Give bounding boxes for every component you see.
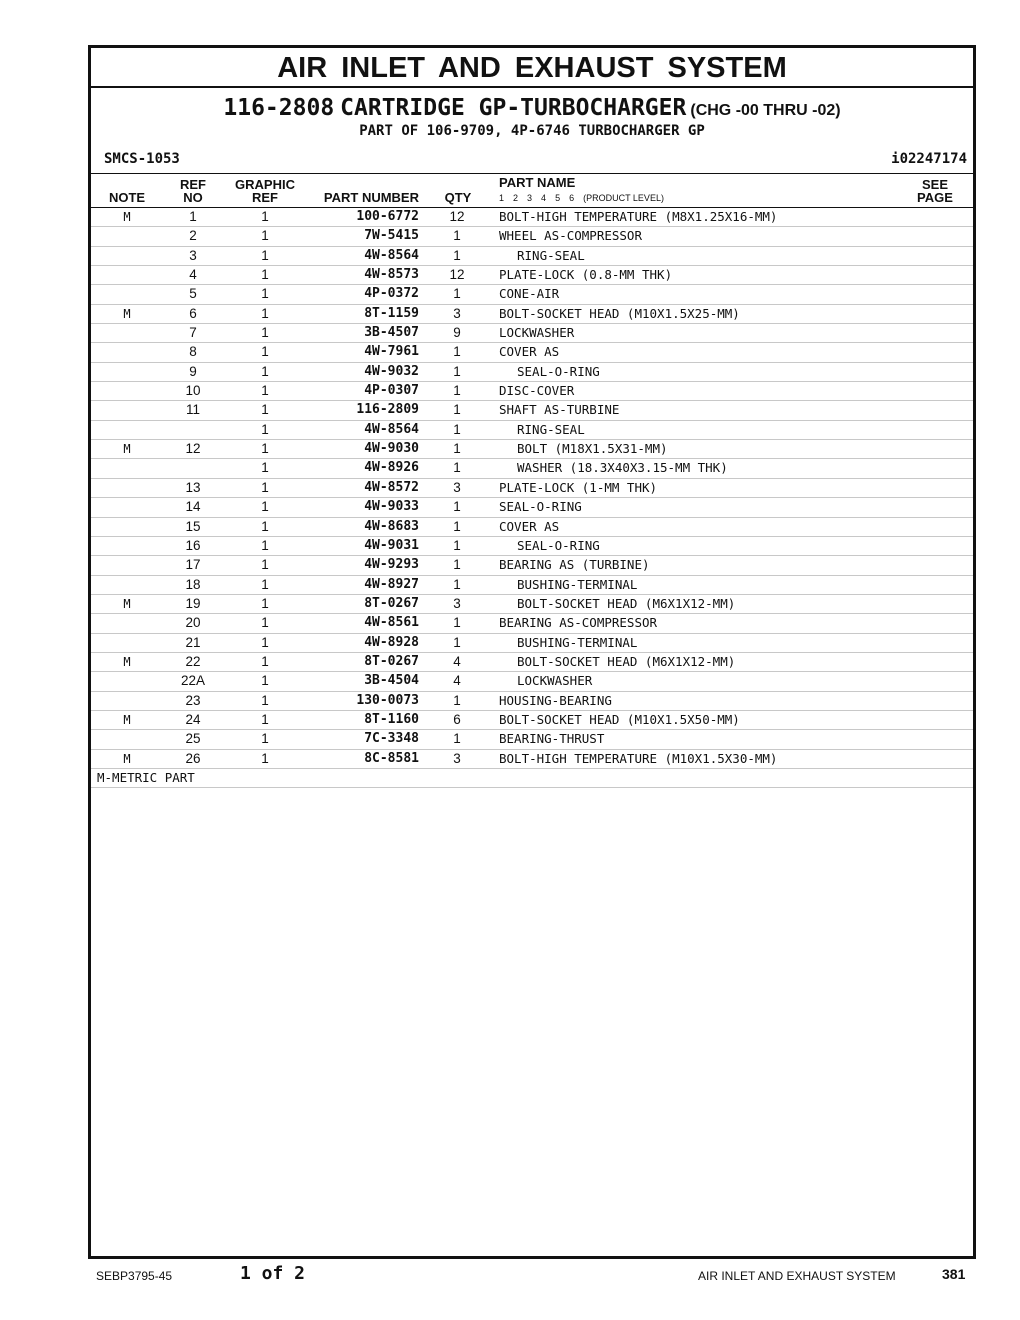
table-row xyxy=(91,459,973,478)
table-row xyxy=(91,730,973,749)
cell-part-number: 4W-8561 xyxy=(364,615,419,631)
cell-graphic-ref: 1 xyxy=(261,634,269,650)
cell-part-number: 4W-7961 xyxy=(364,344,419,360)
cell-graphic-ref: 1 xyxy=(261,595,269,611)
cell-graphic-ref: 1 xyxy=(261,576,269,592)
cell-ref-no: 13 xyxy=(185,479,201,495)
cell-ref-no: 11 xyxy=(185,402,200,418)
cell-qty: 1 xyxy=(453,344,461,360)
cell-part-number: 8C-8581 xyxy=(364,750,419,766)
cell-note: M xyxy=(123,596,131,611)
cell-graphic-ref: 1 xyxy=(261,344,269,360)
cell-part-name: HOUSING-BEARING xyxy=(499,692,612,708)
cell-part-number: 116-2809 xyxy=(356,402,419,418)
cell-part-number: 100-6772 xyxy=(356,209,419,224)
cell-graphic-ref: 1 xyxy=(261,711,269,727)
cell-ref-no: 3 xyxy=(189,247,197,263)
table-row xyxy=(91,343,973,362)
cell-part-number: 4P-0372 xyxy=(364,286,419,302)
cell-graphic-ref: 1 xyxy=(261,537,269,553)
table-row xyxy=(91,692,973,711)
cell-part-number: 4W-8926 xyxy=(364,460,419,476)
cell-graphic-ref: 1 xyxy=(261,479,269,495)
cell-qty: 1 xyxy=(453,402,461,418)
product-level-label: 2 xyxy=(513,193,519,203)
footer-page-of: 1 of 2 xyxy=(240,1263,306,1284)
cell-part-name: BUSHING-TERMINAL xyxy=(517,634,638,650)
footnote-metric: M-METRIC PART xyxy=(97,769,195,785)
product-level-label: 6 xyxy=(569,193,575,203)
cell-graphic-ref: 1 xyxy=(261,692,269,708)
cell-graphic-ref: 1 xyxy=(261,421,269,437)
cell-part-number: 8T-1160 xyxy=(364,711,419,727)
cell-part-name: PLATE-LOCK (1-MM THK) xyxy=(499,479,658,495)
cell-ref-no: 6 xyxy=(189,305,197,321)
cell-part-name: BOLT-SOCKET HEAD (M10X1.5X25-MM) xyxy=(499,305,740,321)
cell-note: M xyxy=(123,442,131,457)
footer-section: AIR INLET AND EXHAUST SYSTEM xyxy=(698,1269,896,1283)
cell-part-name: LOCKWASHER xyxy=(517,673,593,689)
cell-graphic-ref: 1 xyxy=(261,402,269,418)
cell-part-name: RING-SEAL xyxy=(517,247,585,263)
cell-qty: 1 xyxy=(453,557,461,573)
table-row xyxy=(91,614,973,633)
cell-part-number: 7C-3348 xyxy=(364,731,419,747)
cell-ref-no: 4 xyxy=(189,267,197,283)
product-level-label: (PRODUCT LEVEL) xyxy=(583,193,664,203)
cell-note: M xyxy=(123,654,131,669)
part-code: 116-2808 xyxy=(223,95,335,121)
cell-ref-no: 8 xyxy=(189,344,197,360)
cell-ref-no: 17 xyxy=(185,557,201,573)
table-row xyxy=(91,285,973,304)
subtitle xyxy=(91,95,973,121)
cell-qty: 1 xyxy=(453,499,461,515)
cell-part-name: DISC-COVER xyxy=(499,383,575,399)
cell-qty: 1 xyxy=(453,228,461,244)
cell-part-name: BEARING AS (TURBINE) xyxy=(499,557,650,573)
col-header-graphic-bottom: REF xyxy=(252,190,278,205)
cell-part-name: BEARING AS-COMPRESSOR xyxy=(499,615,658,631)
product-level-scale xyxy=(499,193,673,203)
cell-graphic-ref: 1 xyxy=(261,383,269,399)
col-header-qty: QTY xyxy=(444,190,472,205)
cell-part-name: SEAL-O-RING xyxy=(517,363,600,379)
col-header-see-bottom: PAGE xyxy=(917,190,953,205)
table-row xyxy=(91,247,973,266)
table-row xyxy=(91,498,973,517)
cell-qty: 1 xyxy=(453,634,461,650)
cell-graphic-ref: 1 xyxy=(261,209,269,224)
cell-qty: 3 xyxy=(453,750,461,766)
product-level-label: 3 xyxy=(527,193,533,203)
table-row xyxy=(91,382,973,401)
cell-ref-no: 22 xyxy=(185,653,201,669)
cell-qty: 1 xyxy=(453,286,461,302)
table-row xyxy=(91,440,973,459)
cell-graphic-ref: 1 xyxy=(261,286,269,302)
part-group-name: CARTRIDGE GP-TURBOCHARGER xyxy=(340,95,687,121)
cell-note: M xyxy=(123,210,131,224)
cell-graphic-ref: 1 xyxy=(261,750,269,766)
cell-qty: 4 xyxy=(453,673,461,689)
cell-part-name: BOLT-HIGH TEMPERATURE (M8X1.25X16-MM) xyxy=(499,209,778,224)
table-row xyxy=(91,634,973,653)
cell-ref-no: 10 xyxy=(185,383,201,399)
cell-qty: 1 xyxy=(453,692,461,708)
cell-part-name: BUSHING-TERMINAL xyxy=(517,576,638,592)
cell-part-name: BOLT (M18X1.5X31-MM) xyxy=(517,441,668,457)
cell-part-number: 3B-4504 xyxy=(364,673,419,689)
cell-ref-no: 21 xyxy=(185,634,201,650)
table-row xyxy=(91,750,973,769)
cell-part-number: 8T-0267 xyxy=(364,653,419,669)
cell-part-number: 4W-8928 xyxy=(364,634,419,650)
cell-graphic-ref: 1 xyxy=(261,228,269,244)
col-header-graphic-top: GRAPHIC xyxy=(235,177,295,192)
cell-part-name: WASHER (18.3X40X3.15-MM THK) xyxy=(517,460,728,476)
col-header-see-top: SEE xyxy=(921,177,948,192)
cell-ref-no: 23 xyxy=(185,692,201,708)
table-row xyxy=(91,518,973,537)
cell-part-name: BOLT-HIGH TEMPERATURE (M10X1.5X30-MM) xyxy=(499,750,778,766)
cell-qty: 1 xyxy=(453,518,461,534)
cell-qty: 3 xyxy=(453,595,461,611)
cell-part-name: COVER AS xyxy=(499,344,560,360)
cell-ref-no: 25 xyxy=(185,731,201,747)
cell-ref-no: 24 xyxy=(185,711,201,727)
cell-ref-no: 7 xyxy=(189,325,197,341)
cell-part-number: 4W-9032 xyxy=(364,363,419,379)
table-row xyxy=(91,208,973,227)
cell-part-number: 4W-8683 xyxy=(364,518,419,534)
cell-part-name: BOLT-SOCKET HEAD (M10X1.5X50-MM) xyxy=(499,711,740,727)
smcs-code: SMCS-1053 xyxy=(104,151,180,167)
cell-graphic-ref: 1 xyxy=(261,518,269,534)
col-header-part-name: PART NAME xyxy=(499,175,576,190)
cell-part-number: 4W-8927 xyxy=(364,576,419,592)
product-level-label: 1 xyxy=(499,193,505,203)
header-divider xyxy=(91,173,973,174)
cell-graphic-ref: 1 xyxy=(261,325,269,341)
cell-qty: 9 xyxy=(453,325,461,341)
cell-ref-no: 12 xyxy=(185,441,201,457)
table-row xyxy=(91,305,973,324)
table-row xyxy=(91,556,973,575)
footer-doc-code: SEBP3795-45 xyxy=(96,1269,173,1283)
part-of-line: PART OF 106-9709, 4P-6746 TURBOCHARGER GP xyxy=(359,123,705,139)
document-frame xyxy=(88,45,976,1259)
cell-part-number: 4W-8573 xyxy=(364,267,419,283)
table-row xyxy=(91,653,973,672)
cell-graphic-ref: 1 xyxy=(261,305,269,321)
cell-part-name: CONE-AIR xyxy=(499,286,560,302)
cell-graphic-ref: 1 xyxy=(261,499,269,515)
table-row xyxy=(91,421,973,440)
page-title: AIR INLET AND EXHAUST SYSTEM xyxy=(91,48,973,88)
cell-qty: 3 xyxy=(453,305,461,321)
cell-part-number: 4W-9030 xyxy=(364,441,419,457)
cell-part-name: BEARING-THRUST xyxy=(499,731,605,747)
col-header-ref-top: REF xyxy=(180,177,206,192)
cell-ref-no: 19 xyxy=(185,595,201,611)
change-note: (CHG -00 THRU -02) xyxy=(690,102,841,119)
table-row xyxy=(91,401,973,420)
cell-ref-no: 5 xyxy=(189,286,197,302)
cell-qty: 12 xyxy=(449,209,465,224)
cell-qty: 6 xyxy=(453,711,461,727)
cell-qty: 1 xyxy=(453,363,461,379)
cell-ref-no: 16 xyxy=(185,537,201,553)
parts-table xyxy=(91,208,973,788)
cell-qty: 1 xyxy=(453,576,461,592)
table-row xyxy=(91,324,973,343)
product-level-label: 5 xyxy=(555,193,561,203)
cell-graphic-ref: 1 xyxy=(261,653,269,669)
cell-part-number: 4W-8564 xyxy=(364,421,419,437)
col-header-note: NOTE xyxy=(108,190,146,205)
cell-ref-no: 14 xyxy=(185,499,201,515)
col-header-ref xyxy=(175,178,211,204)
cell-part-name: SEAL-O-RING xyxy=(499,499,582,515)
cell-ref-no: 15 xyxy=(185,518,201,534)
cell-part-name: COVER AS xyxy=(499,518,560,534)
table-row xyxy=(91,479,973,498)
table-row xyxy=(91,672,973,691)
cell-note: M xyxy=(123,751,131,766)
cell-part-number: 130-0073 xyxy=(356,692,419,708)
cell-part-name: BOLT-SOCKET HEAD (M6X1X12-MM) xyxy=(517,595,736,611)
cell-qty: 1 xyxy=(453,421,461,437)
cell-graphic-ref: 1 xyxy=(261,460,269,476)
cell-part-name: BOLT-SOCKET HEAD (M6X1X12-MM) xyxy=(517,653,736,669)
col-header-graphic-ref xyxy=(233,178,297,204)
table-row xyxy=(91,266,973,285)
table-row xyxy=(91,537,973,556)
cell-qty: 4 xyxy=(453,653,461,669)
cell-part-number: 8T-0267 xyxy=(364,595,419,611)
cell-part-name: PLATE-LOCK (0.8-MM THK) xyxy=(499,267,673,283)
cell-ref-no: 1 xyxy=(189,209,197,224)
col-header-ref-bottom: NO xyxy=(183,190,203,205)
cell-ref-no: 26 xyxy=(185,750,201,766)
cell-graphic-ref: 1 xyxy=(261,247,269,263)
cell-part-number: 7W-5415 xyxy=(364,228,419,244)
cell-part-number: 8T-1159 xyxy=(364,305,419,321)
col-header-see-page xyxy=(903,178,967,204)
cell-graphic-ref: 1 xyxy=(261,267,269,283)
cell-note: M xyxy=(123,306,131,321)
footnote-row xyxy=(91,769,973,788)
cell-part-number: 4W-8564 xyxy=(364,247,419,263)
table-row xyxy=(91,363,973,382)
cell-qty: 1 xyxy=(453,247,461,263)
cell-graphic-ref: 1 xyxy=(261,615,269,631)
cell-ref-no: 20 xyxy=(185,615,201,631)
cell-graphic-ref: 1 xyxy=(261,673,269,689)
cell-qty: 3 xyxy=(453,479,461,495)
cell-note: M xyxy=(123,712,131,727)
cell-part-name: LOCKWASHER xyxy=(499,325,575,341)
cell-part-number: 4W-9031 xyxy=(364,537,419,553)
cell-part-number: 4P-0307 xyxy=(364,383,419,399)
product-level-label: 4 xyxy=(541,193,547,203)
illustration-id: i02247174 xyxy=(891,151,967,167)
cell-part-number: 3B-4507 xyxy=(364,325,419,341)
cell-qty: 1 xyxy=(453,441,461,457)
cell-part-number: 4W-9033 xyxy=(364,499,419,515)
cell-graphic-ref: 1 xyxy=(261,731,269,747)
footer-page-number: 381 xyxy=(942,1266,966,1282)
cell-part-number: 4W-9293 xyxy=(364,557,419,573)
table-row xyxy=(91,711,973,730)
cell-part-name: SEAL-O-RING xyxy=(517,537,600,553)
cell-qty: 1 xyxy=(453,615,461,631)
cell-qty: 1 xyxy=(453,460,461,476)
cell-part-name: WHEEL AS-COMPRESSOR xyxy=(499,228,642,244)
table-row xyxy=(91,576,973,595)
table-row xyxy=(91,227,973,246)
cell-ref-no: 2 xyxy=(189,228,197,244)
col-header-part-number: PART NUMBER xyxy=(323,190,419,205)
cell-ref-no: 22A xyxy=(180,673,206,689)
cell-qty: 1 xyxy=(453,537,461,553)
cell-graphic-ref: 1 xyxy=(261,441,269,457)
cell-graphic-ref: 1 xyxy=(261,363,269,379)
cell-ref-no: 9 xyxy=(189,363,197,379)
table-row xyxy=(91,595,973,614)
cell-ref-no: 18 xyxy=(185,576,201,592)
cell-part-number: 4W-8572 xyxy=(364,479,419,495)
cell-part-name: SHAFT AS-TURBINE xyxy=(499,402,620,418)
cell-qty: 12 xyxy=(449,267,465,283)
cell-graphic-ref: 1 xyxy=(261,557,269,573)
cell-part-name: RING-SEAL xyxy=(517,421,585,437)
cell-qty: 1 xyxy=(453,383,461,399)
cell-qty: 1 xyxy=(453,731,461,747)
